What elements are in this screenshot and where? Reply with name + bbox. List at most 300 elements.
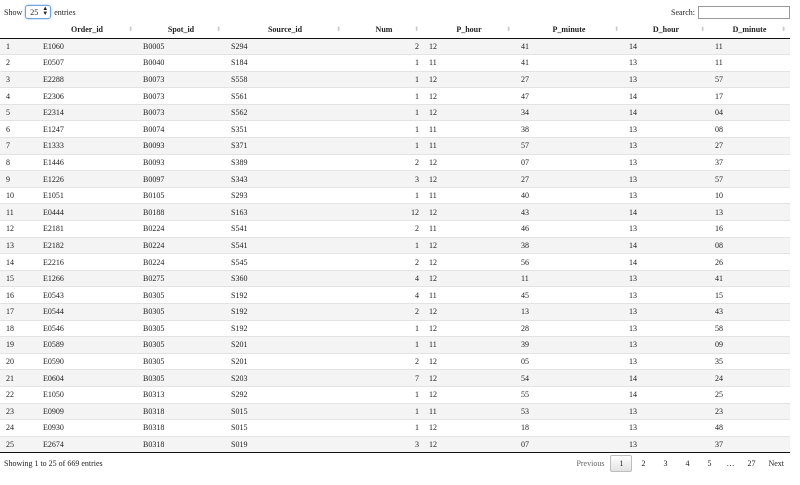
table-cell: 3 [345,436,423,453]
table-cell: 16 [0,287,37,304]
table-cell: 12 [423,320,515,337]
table-cell: 13 [623,138,709,155]
table-cell: B0188 [137,204,225,221]
column-header[interactable] [37,22,137,38]
table-cell: 57 [709,71,790,88]
table-cell: 48 [709,420,790,437]
table-cell: 05 [515,353,623,370]
table-cell: 12 [423,71,515,88]
table-cell: E1446 [37,154,137,171]
table-cell: 11 [423,221,515,238]
table-cell: B0305 [137,370,225,387]
table-row[interactable] [0,121,790,138]
table-cell: E2181 [37,221,137,238]
table-cell: 13 [623,353,709,370]
table-cell: 38 [515,237,623,254]
entries-label: entries [54,7,76,17]
table-cell: B0105 [137,187,225,204]
table-cell: B0073 [137,71,225,88]
table-cell: 26 [709,254,790,271]
table-row[interactable] [0,370,790,387]
table-cell: 2 [345,254,423,271]
column-header[interactable] [0,22,37,38]
table-cell: E1226 [37,171,137,188]
table-cell: 41 [709,270,790,287]
table-cell: 24 [709,370,790,387]
table-cell: 27 [515,71,623,88]
table-cell: 20 [0,353,37,370]
table-body [0,38,790,453]
table-cell: 12 [0,221,37,238]
table-cell: E0543 [37,287,137,304]
table-cell: E0909 [37,403,137,420]
table-cell: 12 [423,304,515,321]
table-cell: 08 [709,121,790,138]
column-header[interactable] [345,22,423,38]
previous-page-button[interactable]: Previous [576,458,605,468]
table-cell: 12 [423,353,515,370]
table-cell: S293 [225,187,345,204]
table-cell: S541 [225,221,345,238]
table-cell: 12 [423,436,515,453]
table-cell: 1 [345,237,423,254]
table-cell: S015 [225,403,345,420]
table-cell: 2 [345,353,423,370]
table-cell: 57 [515,138,623,155]
table-cell: S192 [225,287,345,304]
table-cell: S545 [225,254,345,271]
table-cell: 1 [345,187,423,204]
table-cell: 10 [709,187,790,204]
table-cell: 56 [515,254,623,271]
page-button[interactable]: 3 [663,458,668,468]
table-cell: 12 [423,386,515,403]
table-row[interactable] [0,287,790,304]
table-cell: E1051 [37,187,137,204]
table-bottom-controls [4,454,790,472]
table-cell: S351 [225,121,345,138]
column-header-label: Spot_id [167,25,195,35]
table-cell: 1 [345,71,423,88]
column-header-label: P_minute [552,25,586,35]
column-header-label: D_hour [652,25,680,35]
table-cell: 11 [423,55,515,72]
table-cell: 11 [423,287,515,304]
column-header[interactable] [423,22,515,38]
table-row[interactable] [0,104,790,121]
column-header-label: D_minute [732,25,767,35]
table-cell: 14 [623,237,709,254]
table-row[interactable] [0,204,790,221]
table-cell: 11 [0,204,37,221]
table-cell: 55 [515,386,623,403]
table-cell: 1 [0,38,37,55]
table-row[interactable] [0,237,790,254]
table-cell: B0318 [137,420,225,437]
table-cell: 1 [345,403,423,420]
table-cell: B0224 [137,254,225,271]
table-cell: E1060 [37,38,137,55]
table-cell: 07 [515,436,623,453]
table-cell: 13 [623,287,709,304]
table-cell: 3 [0,71,37,88]
table-cell: E2216 [37,254,137,271]
table-cell: 12 [423,370,515,387]
table-row[interactable] [0,71,790,88]
table-cell: E2314 [37,104,137,121]
table-cell: 2 [345,38,423,55]
table-row[interactable] [0,187,790,204]
table-cell: 25 [709,386,790,403]
table-cell: 12 [423,270,515,287]
table-cell: E0590 [37,353,137,370]
table-cell: 12 [345,204,423,221]
table-cell: B0040 [137,55,225,72]
search-label: Search: [671,7,695,17]
table-cell: B0305 [137,287,225,304]
page-length-value: 25 [30,7,39,17]
pagination [570,455,790,472]
table-cell: S292 [225,386,345,403]
table-cell: 3 [345,171,423,188]
table-cell: 58 [709,320,790,337]
table-cell: 13 [0,237,37,254]
table-cell: 5 [0,104,37,121]
table-cell: 41 [515,55,623,72]
column-header-label: Order_id [71,25,103,35]
table-cell: 11 [423,121,515,138]
table-cell: 57 [709,171,790,188]
table-cell: 11 [709,55,790,72]
table-cell: 1 [345,420,423,437]
table-cell: S192 [225,304,345,321]
table-cell: 18 [0,320,37,337]
table-cell: 14 [623,386,709,403]
table-cell: 2 [0,55,37,72]
table-cell: E1333 [37,138,137,155]
table-cell: 2 [345,304,423,321]
table-cell: S371 [225,138,345,155]
table-cell: 9 [0,171,37,188]
table-cell: 37 [709,154,790,171]
table-cell: 47 [515,88,623,105]
table-row[interactable] [0,270,790,287]
table-cell: E1247 [37,121,137,138]
table-cell: S389 [225,154,345,171]
table-cell: 1 [345,386,423,403]
table-cell: B0093 [137,138,225,155]
table-cell: 14 [623,104,709,121]
table-cell: 54 [515,370,623,387]
table-row[interactable] [0,154,790,171]
table-cell: E0507 [37,55,137,72]
table-cell: B0005 [137,38,225,55]
table-cell: 27 [709,138,790,155]
table-cell: S562 [225,104,345,121]
table-cell: S015 [225,420,345,437]
table-cell: B0275 [137,270,225,287]
table-cell: E2288 [37,71,137,88]
table-cell: 13 [623,436,709,453]
table-cell: E1266 [37,270,137,287]
column-header-label: Source_id [267,25,303,35]
table-cell: 4 [0,88,37,105]
table-cell: S019 [225,436,345,453]
table-cell: 8 [0,154,37,171]
table-cell: S294 [225,38,345,55]
table-cell: 2 [345,221,423,238]
table-cell: 38 [515,121,623,138]
page-button-last[interactable]: 27 [747,458,756,468]
table-cell: B0224 [137,237,225,254]
table-cell: 14 [623,88,709,105]
table-cell: 14 [623,370,709,387]
sort-icon: ⬍ [413,27,419,33]
table-cell: 18 [515,420,623,437]
table-row[interactable] [0,420,790,437]
table-cell: S203 [225,370,345,387]
table-header-row [0,22,790,38]
table-cell: 37 [709,436,790,453]
table-cell: 09 [709,337,790,354]
sort-icon: ⬍ [215,27,221,33]
table-cell: 14 [623,38,709,55]
table-cell: E0544 [37,304,137,321]
table-cell: B0305 [137,353,225,370]
page-button[interactable]: 1 [610,455,632,472]
table-cell: 13 [515,304,623,321]
table-cell: B0073 [137,104,225,121]
table-cell: B0318 [137,436,225,453]
table-cell: 13 [623,270,709,287]
table-cell: 11 [709,38,790,55]
table-cell: 13 [623,304,709,321]
table-cell: 53 [515,403,623,420]
table-cell: S541 [225,237,345,254]
table-cell: 10 [0,187,37,204]
table-cell: 12 [423,254,515,271]
table-cell: 40 [515,187,623,204]
table-row[interactable] [0,55,790,72]
table-cell: 12 [423,88,515,105]
table-cell: 46 [515,221,623,238]
table-cell: S343 [225,171,345,188]
table-cell: 2 [345,154,423,171]
table-row[interactable] [0,353,790,370]
table-row[interactable] [0,436,790,453]
table-cell: 43 [709,304,790,321]
table-row[interactable] [0,38,790,55]
table-cell: 13 [623,187,709,204]
table-cell: B0093 [137,154,225,171]
table-cell: 14 [0,254,37,271]
page-number-list [610,455,720,472]
page-length-control [4,5,76,19]
next-page-button[interactable]: Next [768,458,784,468]
table-cell: 1 [345,88,423,105]
table-cell: S360 [225,270,345,287]
table-cell: 43 [515,204,623,221]
table-cell: S558 [225,71,345,88]
table-cell: 1 [345,138,423,155]
table-cell: 12 [423,104,515,121]
table-cell: E0930 [37,420,137,437]
column-header[interactable] [623,22,709,38]
table-cell: 34 [515,104,623,121]
table-cell: E0604 [37,370,137,387]
table-cell: 21 [0,370,37,387]
table-cell: 13 [623,221,709,238]
table-cell: 1 [345,320,423,337]
table-cell: E0589 [37,337,137,354]
column-header[interactable] [225,22,345,38]
table-cell: B0224 [137,221,225,238]
table-cell: S561 [225,88,345,105]
column-header-label: Num [375,25,393,35]
table-cell: 12 [423,204,515,221]
table-cell: 13 [623,420,709,437]
page-length-select[interactable] [25,5,51,19]
table-cell: E1050 [37,386,137,403]
table-row[interactable] [0,138,790,155]
table-cell: B0305 [137,337,225,354]
table-cell: 14 [623,254,709,271]
sort-icon: ⬍ [127,27,133,33]
table-cell: 08 [709,237,790,254]
page-button[interactable]: 4 [685,458,690,468]
page-button[interactable]: 2 [641,458,646,468]
table-cell: 24 [0,420,37,437]
table-info: Showing 1 to 25 of 669 entries [4,458,103,468]
table-cell: 1 [345,337,423,354]
table-cell: S163 [225,204,345,221]
table-cell: 13 [709,204,790,221]
table-cell: 7 [0,138,37,155]
search-input[interactable] [698,6,790,19]
table-cell: 6 [0,121,37,138]
table-cell: 11 [515,270,623,287]
column-header[interactable] [709,22,790,38]
table-cell: 39 [515,337,623,354]
table-cell: 22 [0,386,37,403]
table-cell: 13 [623,154,709,171]
table-cell: 14 [623,204,709,221]
table-cell: 35 [709,353,790,370]
table-cell: 41 [515,38,623,55]
table-cell: 1 [345,104,423,121]
table-row[interactable] [0,304,790,321]
table-cell: 13 [623,403,709,420]
table-cell: 13 [623,337,709,354]
table-row[interactable] [0,171,790,188]
table-row[interactable] [0,254,790,271]
sort-icon: ⬍ [613,27,619,33]
table-cell: S201 [225,337,345,354]
sort-icon: ⬍ [505,27,511,33]
table-cell: E2674 [37,436,137,453]
table-cell: 11 [423,337,515,354]
table-cell: 13 [623,171,709,188]
table-cell: 17 [0,304,37,321]
table-row[interactable] [0,403,790,420]
sort-icon: ⬍ [699,27,705,33]
table-cell: 15 [709,287,790,304]
table-cell: 12 [423,171,515,188]
table-cell: 12 [423,420,515,437]
table-cell: 11 [423,187,515,204]
column-header-label: P_hour [456,25,482,35]
page-button[interactable]: 5 [707,458,712,468]
table-cell: 13 [623,320,709,337]
pagination-ellipsis: … [726,458,735,468]
table-cell: 16 [709,221,790,238]
table-cell: 28 [515,320,623,337]
table-cell: 11 [423,138,515,155]
table-cell: 19 [0,337,37,354]
table-cell: B0305 [137,320,225,337]
table-cell: 4 [345,270,423,287]
table-cell: B0313 [137,386,225,403]
table-cell: E2182 [37,237,137,254]
table-cell: S192 [225,320,345,337]
table-cell: 23 [709,403,790,420]
table-row[interactable] [0,88,790,105]
data-table [0,22,790,453]
table-cell: 7 [345,370,423,387]
column-header[interactable] [515,22,623,38]
table-cell: 07 [515,154,623,171]
table-row[interactable] [0,320,790,337]
table-cell: B0305 [137,304,225,321]
select-arrows-icon: ▲ ▼ [42,6,49,17]
search-control [671,6,790,19]
table-cell: 12 [423,38,515,55]
table-cell: B0097 [137,171,225,188]
table-cell: 12 [423,237,515,254]
table-cell: 17 [709,88,790,105]
table-cell: 1 [345,55,423,72]
table-cell: 15 [0,270,37,287]
column-header[interactable] [137,22,225,38]
table-cell: S184 [225,55,345,72]
table-cell: 27 [515,171,623,188]
table-cell: B0074 [137,121,225,138]
sort-icon: ⬍ [335,27,341,33]
table-cell: 1 [345,121,423,138]
table-cell: E0546 [37,320,137,337]
show-label: Show [4,7,23,17]
table-row[interactable] [0,337,790,354]
table-top-controls [4,4,790,20]
table-cell: 45 [515,287,623,304]
sort-icon: ⬍ [780,27,786,33]
table-row[interactable] [0,386,790,403]
table-cell: E0444 [37,204,137,221]
table-cell: 13 [623,71,709,88]
table-cell: B0073 [137,88,225,105]
table-cell: 04 [709,104,790,121]
table-cell: 11 [423,403,515,420]
table-cell: 13 [623,55,709,72]
table-row[interactable] [0,221,790,238]
table-cell: S201 [225,353,345,370]
table-cell: E2306 [37,88,137,105]
table-cell: 23 [0,403,37,420]
table-cell: 13 [623,121,709,138]
table-cell: 25 [0,436,37,453]
table-cell: 4 [345,287,423,304]
table-cell: B0318 [137,403,225,420]
